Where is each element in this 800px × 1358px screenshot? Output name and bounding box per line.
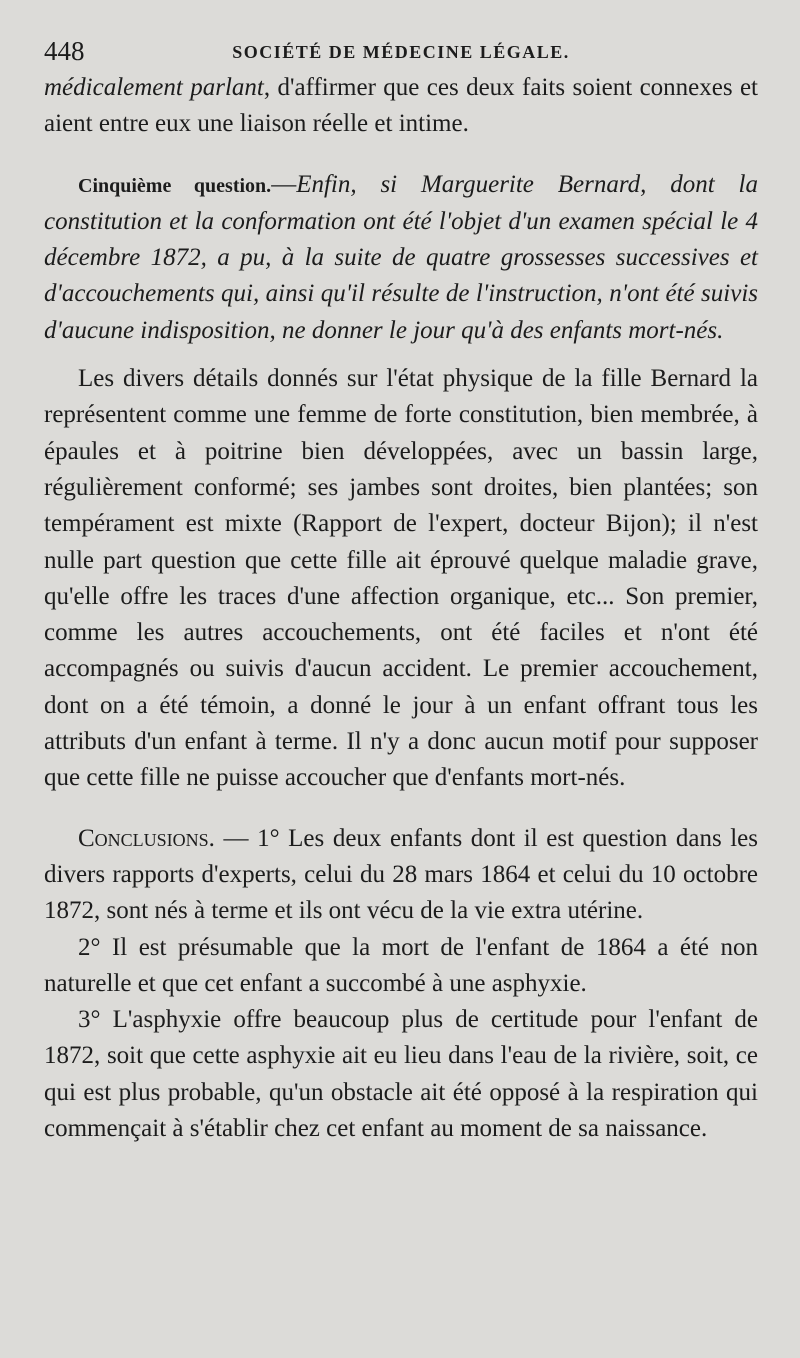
continued-text: , d'affirmer que ces deux faits soient connexes et aient entre eux une liaison réelle et intime. [44,74,759,138]
continued-lead: médicalement parlant [44,74,264,101]
running-head: SOCIÉTÉ DE MÉDECINE LÉGALE. [232,42,570,62]
question-text: Enfin, si Marguerite Bernard, dont la constitution et la conformation ont été l'objet d'un examen spécial le 4 décembre 1872, a pu, à la suite de quatre grossesses successives et d'accouchements qui, ainsi qu'il résulte de l'instruction, n'ont été suivis d'aucune indisposition, ne donner le jour qu'à des enfants mort-nés. [44,170,758,344]
continued-paragraph [44,70,758,143]
analysis-paragraph: Les divers détails donnés sur l'état physique de la fille Bernard la représentent comme une femme de forte constitution, bien membrée, à épaules et à poitrine bien développées, avec un bassin large, régulièrement conformé; ses jambes sont droites, bien plantées; son tempérament est mixte (Rapport de l'expert, docteur Bijon); il n'est nulle part question que cette fille ait éprouvé quelque maladie grave, qu'elle offre les traces d'une affection organique, etc... Son premier, comme les autres accouchements, ont été faciles et n'ont été accompagnés ou suivis d'aucun accident. Le premier accouchement, dont on a été témoin, a donné le jour à un enfant offrant tous les attributs d'un enfant à terme. Il n'y a donc aucun motif pour supposer que cette fille ne puisse accoucher que d'enfants mort-nés. [44,365,758,792]
conclusion-1 [44,821,758,930]
question-paragraph [44,167,758,349]
page-number: 448 [44,36,85,66]
conclusions-heading: Conclusions. [78,824,215,852]
page-header [44,36,758,70]
conclusion-1-text: 1° Les deux enfants dont il est question dans les divers rapports d'experts, celui du 28 mars 1864 et celui du 10 octobre 1872, sont nés à terme et ils ont vécu de la vie extra utérine. [44,824,759,925]
conclusion-3: 3° L'asphyxie offre beaucoup plus de certitude pour l'enfant de 1872, soit que cette asphyxie ait eu lieu dans l'eau de la rivière, soit, ce qui est plus probable, qu'un obstacle ait été opposé à la respiration qui commençait à s'établir chez cet enfant au moment de sa naissance. [44,1006,758,1143]
question-dash: — [271,170,297,198]
conclusion-2: 2° Il est présumable que la mort de l'enfant de 1864 a été non naturelle et que cet enfant a succombé à une asphyxie. [44,933,758,997]
question-heading: Cinquième question. [78,174,272,197]
conclusions-dash: — [223,824,249,852]
